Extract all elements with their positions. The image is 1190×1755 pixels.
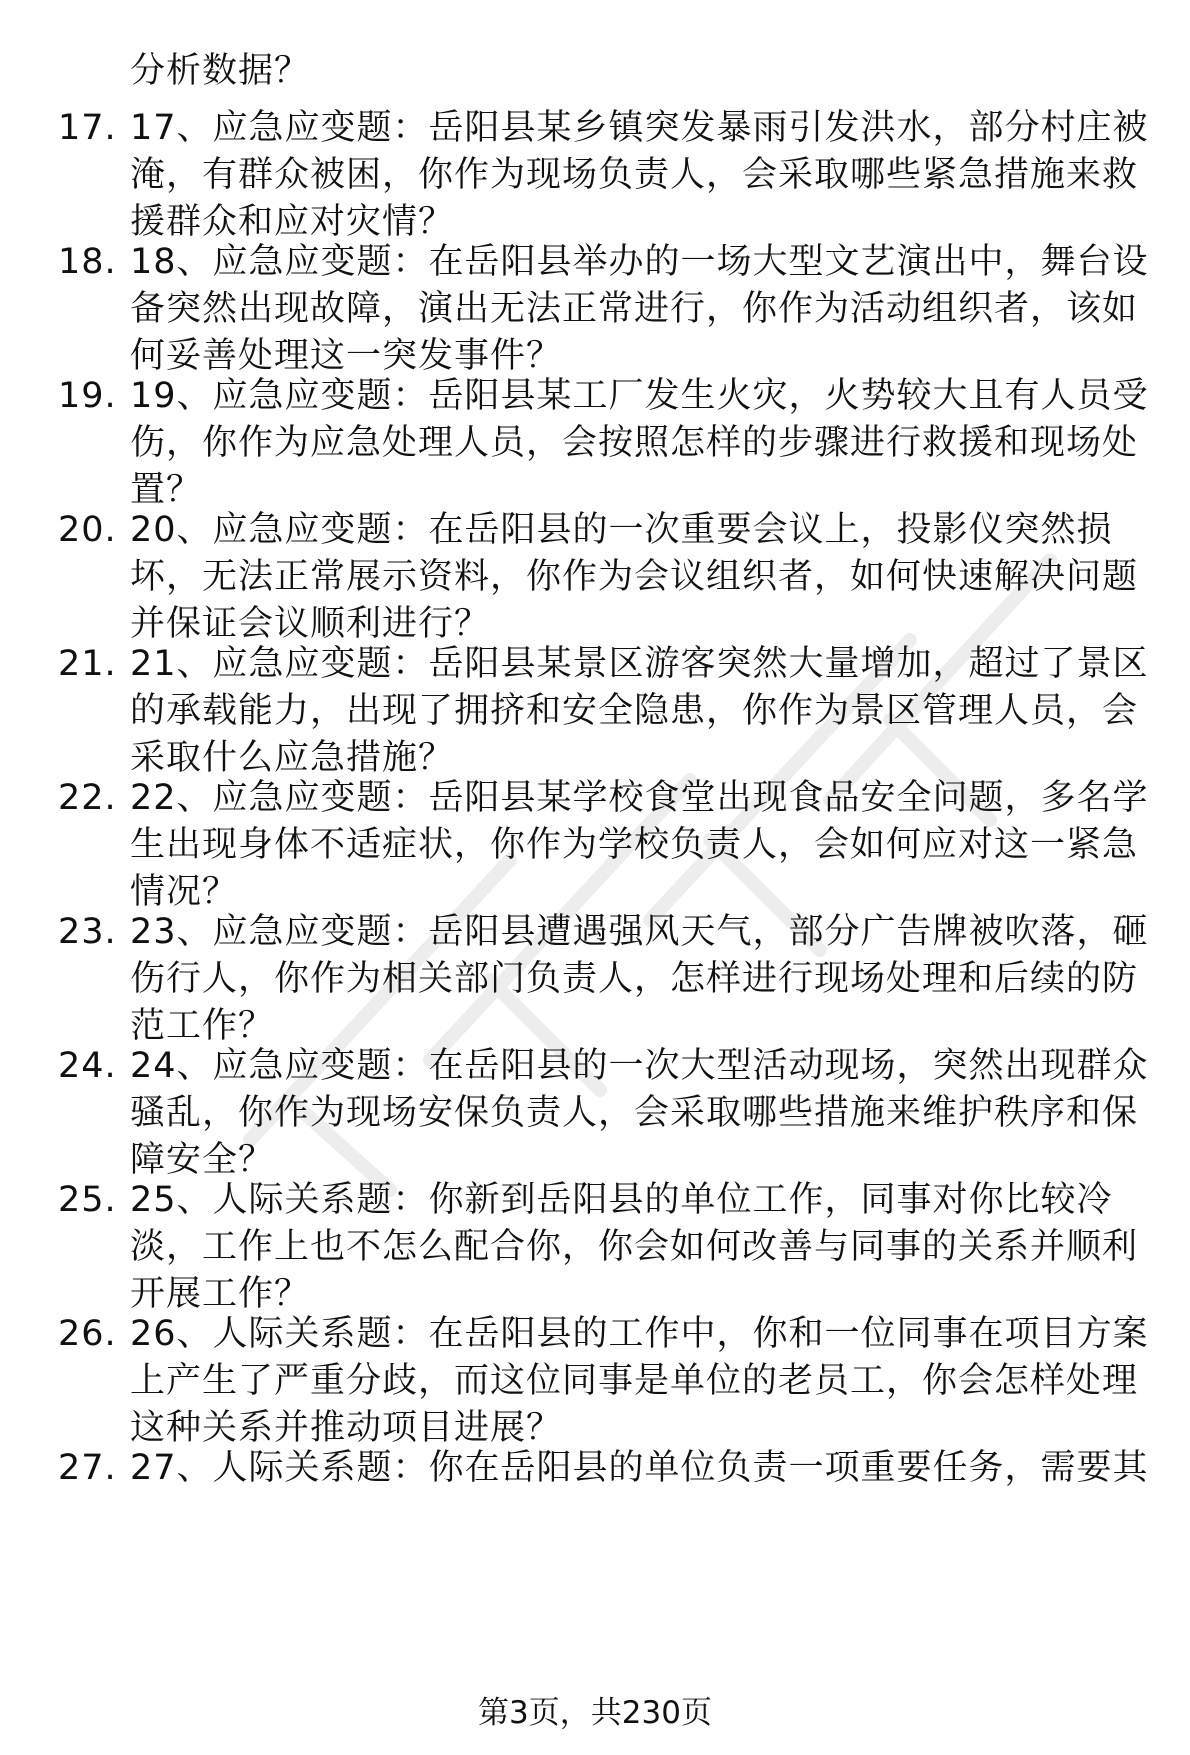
- question-text: 19、应急应变题：岳阳县某工厂发生火灾，火势较大且有人员受伤，你作为应急处理人员，会按照怎样的步骤进行救援和现场处置？: [130, 376, 1149, 510]
- question-number: 27.: [58, 1448, 117, 1488]
- question-text: 17、应急应变题：岳阳县某乡镇突发暴雨引发洪水，部分村庄被淹，有群众被困，你作为现场负责人，会采取哪些紧急措施来救援群众和应对灾情？: [130, 108, 1149, 242]
- question-number: 19.: [58, 376, 117, 416]
- question-number: 24.: [58, 1046, 117, 1086]
- question-text: 25、人际关系题：你新到岳阳县的单位工作，同事对你比较冷淡，工作上也不怎么配合你，你会如何改善与同事的关系并顺利开展工作？: [130, 1180, 1139, 1314]
- question-number: 22.: [58, 778, 117, 818]
- question-number: 26.: [58, 1314, 117, 1354]
- question-text: 24、应急应变题：在岳阳县的一次大型活动现场，突然出现群众骚乱，你作为现场安保负责人，会采取哪些措施来维护秩序和保障安全？: [130, 1046, 1149, 1180]
- question-text: 21、应急应变题：岳阳县某景区游客突然大量增加，超过了景区的承载能力，出现了拥挤和安全隐患，你作为景区管理人员，会采取什么应急措施？: [130, 644, 1149, 778]
- question-text: 26、人际关系题：在岳阳县的工作中，你和一位同事在项目方案上产生了严重分歧，而这位同事是单位的老员工，你会怎样处理这种关系并推动项目进展？: [130, 1314, 1149, 1448]
- question-text: 18、应急应变题：在岳阳县举办的一场大型文艺演出中，舞台设备突然出现故障，演出无法正常进行，你作为活动组织者，该如何妥善处理这一突发事件？: [130, 242, 1149, 376]
- question-number: 21.: [58, 644, 117, 684]
- page-footer: 第3页，共230页: [478, 1695, 712, 1731]
- question-number: 23.: [58, 912, 117, 952]
- question-number: 18.: [58, 242, 117, 282]
- question-number: 20.: [58, 510, 117, 550]
- question-text: 20、应急应变题：在岳阳县的一次重要会议上，投影仪突然损坏，无法正常展示资料，你作为会议组织者，如何快速解决问题并保证会议顺利进行？: [130, 510, 1139, 644]
- question-number: 25.: [58, 1180, 117, 1220]
- question-text: 27、人际关系题：你在岳阳县的单位负责一项重要任务，需要其: [130, 1448, 1149, 1488]
- question-text: 22、应急应变题：岳阳县某学校食堂出现食品安全问题，多名学生出现身体不适症状，你作为学校负责人，会如何应对这一紧急情况？: [130, 778, 1149, 912]
- continued-text: 分析数据？: [130, 51, 311, 91]
- question-text: 23、应急应变题：岳阳县遭遇强风天气，部分广告牌被吹落，砸伤行人，你作为相关部门负责人，怎样进行现场处理和后续的防范工作？: [130, 912, 1149, 1046]
- question-number: 17.: [58, 108, 117, 148]
